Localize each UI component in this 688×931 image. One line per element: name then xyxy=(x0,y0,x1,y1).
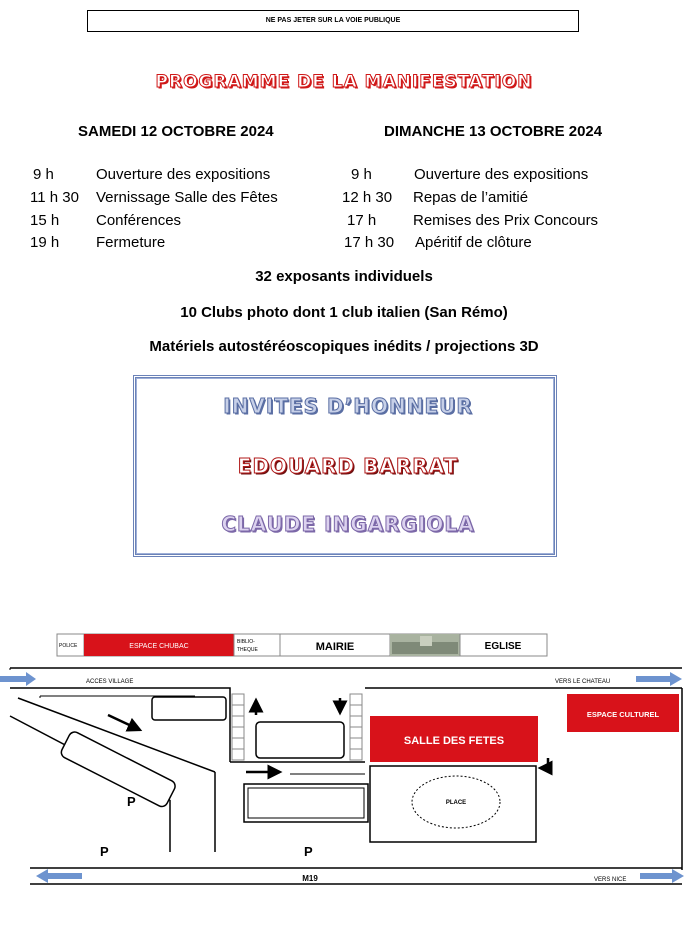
arrow-nice-icon xyxy=(640,869,684,883)
sun-time-4: 17 h 30 xyxy=(344,234,395,251)
saturday-heading: SAMEDI 12 OCTOBRE 2024 xyxy=(78,123,274,140)
sun-event-3: Remises des Prix Concours xyxy=(413,212,599,229)
sat-event-2: Vernissage Salle des Fêtes xyxy=(96,189,278,206)
police-label: POLICE xyxy=(59,643,78,649)
salle-des-fetes-label: SALLE DES FETES xyxy=(403,735,505,747)
bibliotheque-label-1: BIBLIO- xyxy=(237,639,255,645)
sun-time-3: 17 h xyxy=(347,212,377,229)
sun-time-2: 12 h 30 xyxy=(342,189,393,206)
highlight-3d: Matériels autostéréoscopiques inédits / projections 3D xyxy=(149,338,539,355)
acces-village-label: ACCES VILLAGE xyxy=(86,679,134,685)
sun-event-1: Ouverture des expositions xyxy=(414,166,589,183)
arrow-turn-icon xyxy=(540,758,548,768)
sat-event-3: Conférences xyxy=(96,212,182,229)
notice-text: NE PAS JETER SUR LA VOIE PUBLIQUE xyxy=(265,17,401,24)
sat-time-2: 11 h 30 xyxy=(30,189,79,206)
espace-culturel-label: ESPACE CULTUREL xyxy=(586,710,660,719)
place-label: PLACE xyxy=(445,800,467,806)
access-map xyxy=(0,620,688,920)
parking-label-1: P xyxy=(127,794,136,809)
notice-box xyxy=(87,10,579,32)
arrow-left-in-icon xyxy=(0,672,36,686)
arrow-left-out-icon xyxy=(36,869,82,883)
sat-event-4: Fermeture xyxy=(96,234,166,251)
sun-time-1: 9 h xyxy=(351,166,372,183)
vers-nice-label: VERS NICE xyxy=(594,877,627,883)
crosswalk-left xyxy=(232,694,244,760)
mairie-label: MAIRIE xyxy=(315,641,355,653)
eglise-label: EGLISE xyxy=(484,641,522,652)
highlight-clubs: 10 Clubs photo dont 1 club italien (San Rémo) xyxy=(180,304,508,321)
sat-time-3: 15 h xyxy=(30,212,60,229)
bibliotheque-label-2: THEQUE xyxy=(237,647,258,653)
honor-heading: INVITES D’HONNEUR xyxy=(223,394,473,418)
arrow-diagonal-icon xyxy=(108,715,140,730)
sat-time-1: 9 h xyxy=(33,166,54,183)
page-title: PROGRAMME DE LA MANIFESTATION xyxy=(155,72,533,92)
sat-event-1: Ouverture des expositions xyxy=(96,166,271,183)
parking-label-2: P xyxy=(100,844,109,859)
sunday-heading: DIMANCHE 13 OCTOBRE 2024 xyxy=(384,123,603,140)
parking-lot-slanted xyxy=(59,730,177,809)
honor-guest-barrat: EDOUARD BARRAT xyxy=(237,454,459,478)
parking-lot-center xyxy=(256,722,344,758)
highlight-exhibitors: 32 exposants individuels xyxy=(255,268,433,285)
building-strip xyxy=(57,634,547,656)
honor-guest-ingargiola: CLAUDE INGARGIOLA xyxy=(221,512,475,536)
vers-chateau-label: VERS LE CHATEAU xyxy=(555,679,611,685)
sat-time-4: 19 h xyxy=(30,234,60,251)
sun-event-4: Apéritif de clôture xyxy=(415,234,532,251)
espace-chubac-label: ESPACE CHUBAC xyxy=(129,643,189,650)
crosswalk-right xyxy=(350,694,362,760)
m19-label: M19 xyxy=(302,874,318,883)
honor-guests-box xyxy=(133,375,557,557)
arrow-chateau-icon xyxy=(636,672,682,686)
parking-label-3: P xyxy=(304,844,313,859)
parking-lot-small xyxy=(152,697,226,720)
sun-event-2: Repas de l’amitié xyxy=(413,189,529,206)
